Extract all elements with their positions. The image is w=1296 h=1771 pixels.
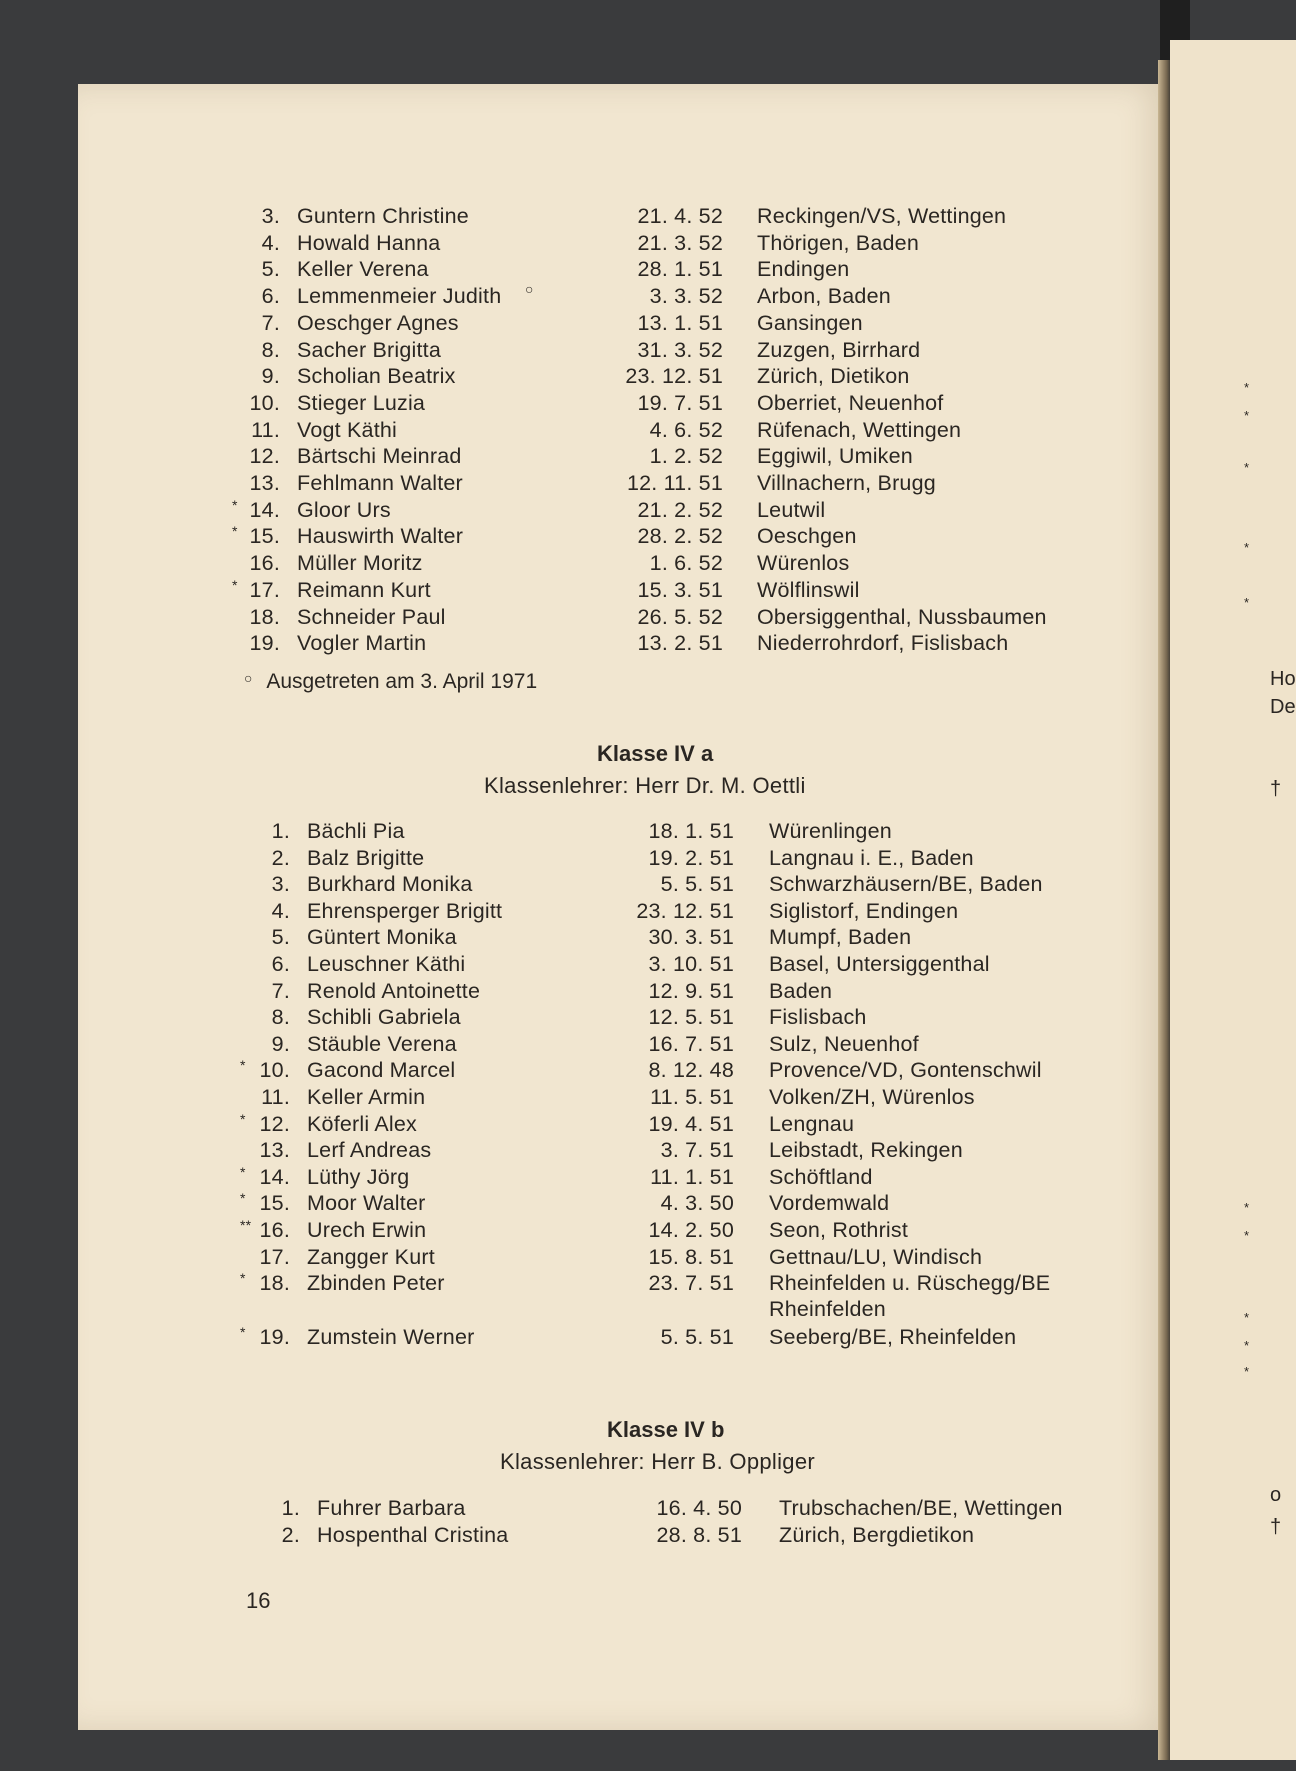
page-number: 16 — [246, 1588, 271, 1613]
student-name: Reimann Kurt — [297, 577, 431, 602]
table-row — [0, 1244, 1160, 1270]
place: Arbon, Baden — [757, 284, 891, 309]
row-number: 7. — [271, 978, 290, 1003]
student-name: Müller Moritz — [297, 551, 423, 576]
row-number: 3. — [271, 872, 290, 897]
edge-mark: * — [1244, 1200, 1250, 1215]
table-row — [0, 1004, 1160, 1030]
birth-date: 28. 8. 51 — [656, 1522, 742, 1547]
birth-date: 28. 1. 51 — [637, 257, 723, 282]
birth-date: 1. 2. 52 — [649, 444, 723, 469]
birth-date: 8. 12. 48 — [648, 1058, 734, 1083]
place: Vordemwald — [769, 1191, 890, 1216]
table-row — [0, 363, 1160, 389]
row-number: 16. — [259, 1218, 290, 1242]
student-name: Gloor Urs — [297, 497, 391, 522]
mark-symbol: * — [240, 1057, 246, 1074]
row-number: 19. — [249, 631, 280, 656]
row-number: 1. — [271, 819, 290, 843]
place: Provence/VD, Gontenschwil — [769, 1058, 1042, 1083]
mark-symbol: * — [240, 1163, 246, 1180]
edge-mark: * — [1244, 1364, 1250, 1379]
place: Trubschachen/BE, Wettingen — [779, 1496, 1063, 1520]
row-number: 5. — [271, 925, 290, 950]
birth-date: 21. 2. 52 — [637, 497, 723, 522]
table-row — [0, 417, 1160, 443]
edge-mark: * — [1244, 408, 1250, 423]
place: Wölflinswil — [757, 577, 860, 602]
birth-date: 12. 9. 51 — [648, 978, 734, 1003]
table-row — [0, 604, 1160, 630]
student-name: Hauswirth Walter — [297, 524, 464, 549]
place: Seeberg/BE, Rheinfelden — [769, 1325, 1017, 1349]
birth-date: 19. 4. 51 — [648, 1111, 734, 1136]
birth-date: 4. 6. 52 — [649, 417, 723, 442]
row-number: 3. — [261, 204, 280, 228]
place: Niederrohrdorf, Fislisbach — [757, 631, 1009, 656]
table-row — [0, 1164, 1160, 1190]
birth-date: 4. 3. 50 — [660, 1191, 734, 1216]
row-number: 12. — [259, 1111, 290, 1136]
place: Baden — [769, 978, 833, 1003]
place: Endingen — [757, 257, 850, 282]
row-number: 13. — [259, 1138, 290, 1163]
student-name: Keller Armin — [307, 1085, 426, 1109]
table-row — [0, 951, 1160, 977]
student-name: Oeschger Agnes — [297, 310, 459, 335]
place: Schwarzhäusern/BE, Baden — [769, 872, 1043, 897]
row-number: 14. — [249, 497, 280, 522]
row-number: 13. — [249, 471, 280, 495]
student-name: Schibli Gabriela — [307, 1005, 461, 1030]
birth-date: 13. 2. 51 — [637, 631, 723, 656]
birth-date: 12. 5. 51 — [648, 1005, 734, 1030]
place: Lengnau — [769, 1111, 855, 1136]
birth-date: 31. 3. 52 — [637, 337, 723, 362]
row-number: 15. — [259, 1191, 290, 1216]
place: Schöftland — [769, 1164, 873, 1189]
student-name: Zumstein Werner — [307, 1325, 475, 1349]
row-number: 16. — [249, 551, 280, 576]
birth-date: 15. 3. 51 — [637, 577, 723, 602]
student-name: Bächli Pia — [307, 819, 405, 843]
klasse-ivb-heading: Klasse IV b — [607, 1417, 725, 1442]
table-row — [0, 230, 1160, 256]
place: Würenlingen — [769, 819, 892, 843]
student-name: Scholian Beatrix — [297, 364, 456, 389]
student-name: Stäuble Verena — [307, 1031, 457, 1056]
student-name: Burkhard Monika — [307, 872, 473, 897]
row-number: 6. — [261, 284, 280, 309]
table-row — [0, 443, 1160, 469]
table-row — [0, 1324, 1160, 1350]
table-row — [0, 497, 1160, 523]
birth-date: 26. 5. 52 — [637, 604, 723, 629]
birth-date: 19. 2. 51 — [648, 845, 734, 870]
student-name: Stieger Luzia — [297, 390, 426, 415]
row-number: 17. — [259, 1244, 290, 1269]
table-row — [0, 630, 1160, 656]
table-row — [0, 1057, 1160, 1083]
birth-date: 30. 3. 51 — [648, 925, 734, 950]
student-name: Schneider Paul — [297, 604, 446, 629]
student-name: Vogler Martin — [297, 631, 427, 656]
edge-text: De — [1270, 696, 1296, 718]
student-name: Güntert Monika — [307, 925, 457, 950]
table-row — [0, 1084, 1160, 1110]
table-row — [0, 871, 1160, 897]
row-number: 15. — [249, 524, 280, 549]
student-name: Ehrensperger Brigitt — [307, 898, 503, 923]
place: Villnachern, Brugg — [757, 471, 936, 495]
place: Rüfenach, Wettingen — [757, 417, 962, 442]
student-name: Zbinden Peter — [307, 1271, 445, 1296]
place: Gansingen — [757, 310, 863, 335]
birth-date: 5. 5. 51 — [660, 1325, 734, 1349]
place-continued: Rheinfelden — [769, 1297, 886, 1322]
table-row — [0, 1270, 1160, 1322]
place: Oberriet, Neuenhof — [757, 390, 944, 415]
birth-date: 12. 11. 51 — [626, 471, 723, 495]
edge-mark: * — [1244, 460, 1250, 475]
birth-date: 23. 12. 51 — [636, 898, 734, 923]
table-row — [0, 470, 1160, 496]
place: Zürich, Dietikon — [757, 364, 910, 389]
place: Mumpf, Baden — [769, 925, 912, 950]
student-name: Fehlmann Walter — [297, 471, 463, 495]
table-row — [0, 310, 1160, 336]
table-row — [0, 1111, 1160, 1137]
place: Eggiwil, Umiken — [757, 444, 913, 469]
place: Zürich, Bergdietikon — [779, 1522, 975, 1547]
student-name: Howald Hanna — [297, 230, 441, 255]
klasse-iva-teacher: Klassenlehrer: Herr Dr. M. Oettli — [484, 773, 806, 798]
birth-date: 21. 3. 52 — [637, 230, 723, 255]
klasse-ivb-teacher: Klassenlehrer: Herr B. Oppliger — [500, 1449, 815, 1474]
row-number: 17. — [249, 577, 280, 602]
birth-date: 15. 8. 51 — [648, 1244, 734, 1269]
birth-date: 28. 2. 52 — [637, 524, 723, 549]
student-name: Renold Antoinette — [307, 978, 481, 1003]
birth-date: 14. 2. 50 — [648, 1218, 734, 1242]
table-row — [0, 1190, 1160, 1216]
edge-mark: * — [1244, 1310, 1250, 1325]
birth-date: 5. 5. 51 — [660, 872, 734, 897]
note — [244, 670, 537, 694]
place: Sulz, Neuenhof — [769, 1031, 919, 1056]
birth-date: 18. 1. 51 — [648, 819, 734, 843]
student-name: Gacond Marcel — [307, 1058, 456, 1083]
place: Seon, Rothrist — [769, 1218, 909, 1242]
table-row — [0, 1217, 1160, 1243]
row-number: 2. — [271, 845, 290, 870]
student-name: Lemmenmeier Judith — [297, 284, 502, 309]
row-number: 5. — [261, 257, 280, 282]
student-name: Bärtschi Meinrad — [297, 444, 462, 469]
student-name: Zangger Kurt — [307, 1244, 435, 1269]
row-number: 10. — [259, 1058, 290, 1083]
table-row — [0, 523, 1160, 549]
table-row — [0, 1137, 1160, 1163]
place: Langnau i. E., Baden — [769, 845, 974, 870]
birth-date: 11. 5. 51 — [650, 1085, 734, 1109]
birth-date: 3. 3. 52 — [649, 284, 723, 309]
row-number: 9. — [261, 364, 280, 389]
birth-date: 3. 10. 51 — [648, 952, 734, 976]
place: Rheinfelden u. Rüschegg/BE — [769, 1271, 1051, 1296]
mark-symbol: * — [232, 576, 238, 593]
student-name: Hospenthal Cristina — [317, 1522, 509, 1547]
row-number: 1. — [281, 1496, 300, 1520]
student-name: Urech Erwin — [307, 1218, 427, 1242]
edge-mark: * — [1244, 595, 1250, 610]
row-number: 8. — [271, 1005, 290, 1030]
row-number: 4. — [261, 230, 280, 255]
edge-mark: * — [1244, 380, 1250, 395]
edge-mark: * — [1244, 540, 1250, 555]
table-row — [0, 390, 1160, 416]
table-row — [0, 898, 1160, 924]
table-row — [0, 845, 1160, 871]
student-name: Fuhrer Barbara — [317, 1496, 466, 1520]
table-row — [0, 577, 1160, 603]
place: Zuzgen, Birrhard — [757, 337, 921, 362]
table-row — [0, 203, 1160, 229]
table-row — [0, 550, 1160, 576]
birth-date: 21. 4. 52 — [637, 204, 723, 228]
note-marker: ○ — [525, 281, 534, 298]
birth-date: 16. 4. 50 — [656, 1496, 742, 1520]
place: Volken/ZH, Würenlos — [769, 1085, 975, 1109]
birth-date: 3. 7. 51 — [660, 1138, 734, 1163]
mark-symbol: ** — [240, 1217, 252, 1233]
table-row — [0, 818, 1160, 844]
edge-text: † — [1270, 1516, 1282, 1538]
birth-date: 13. 1. 51 — [637, 310, 723, 335]
row-number: 19. — [259, 1325, 290, 1349]
note-text: Ausgetreten am 3. April 1971 — [266, 670, 538, 693]
table-row — [0, 924, 1160, 950]
place: Fislisbach — [769, 1005, 867, 1030]
place: Oeschgen — [757, 524, 857, 549]
birth-date: 1. 6. 52 — [649, 551, 723, 576]
row-number: 6. — [271, 952, 290, 976]
mark-symbol: * — [240, 1270, 246, 1287]
row-number: 11. — [251, 417, 280, 442]
row-number: 11. — [261, 1085, 290, 1109]
table-row — [0, 978, 1160, 1004]
row-number: 10. — [249, 390, 280, 415]
place: Leibstadt, Rekingen — [769, 1138, 963, 1163]
edge-text: o — [1270, 1484, 1282, 1506]
row-number: 7. — [261, 310, 280, 335]
student-name: Köferli Alex — [307, 1111, 417, 1136]
table-row — [0, 1495, 1160, 1521]
student-name: Balz Brigitte — [307, 845, 425, 870]
student-name: Leuschner Käthi — [307, 952, 466, 976]
place: Siglistorf, Endingen — [769, 898, 959, 923]
student-name: Vogt Käthi — [297, 417, 398, 442]
table-row — [0, 1031, 1160, 1057]
row-number: 2. — [281, 1522, 300, 1547]
row-number: 9. — [271, 1031, 290, 1056]
klasse-iva-heading: Klasse IV a — [597, 741, 714, 766]
student-name: Keller Verena — [297, 257, 429, 282]
table-row — [0, 337, 1160, 363]
birth-date: 23. 12. 51 — [625, 364, 723, 389]
row-number: 18. — [259, 1271, 290, 1296]
row-number: 18. — [249, 604, 280, 629]
birth-date: 16. 7. 51 — [648, 1031, 734, 1056]
student-name: Lüthy Jörg — [307, 1164, 410, 1189]
student-name: Guntern Christine — [297, 204, 469, 228]
place: Gettnau/LU, Windisch — [769, 1244, 983, 1269]
student-name: Moor Walter — [307, 1191, 426, 1216]
mark-symbol: * — [232, 496, 238, 513]
mark-symbol: * — [240, 1324, 246, 1340]
row-number: 4. — [271, 898, 290, 923]
table-row — [0, 283, 1160, 309]
note-symbol: ○ — [244, 670, 253, 686]
place: Basel, Untersiggenthal — [769, 952, 990, 976]
table-row — [0, 256, 1160, 282]
row-number: 12. — [249, 444, 280, 469]
student-name: Sacher Brigitta — [297, 337, 442, 362]
mark-symbol: * — [240, 1190, 246, 1207]
place: Leutwil — [757, 497, 826, 522]
birth-date: 23. 7. 51 — [648, 1271, 734, 1296]
place: Obersiggenthal, Nussbaumen — [757, 604, 1047, 629]
row-number: 14. — [259, 1164, 290, 1189]
edge-mark: * — [1244, 1338, 1250, 1353]
table-row — [0, 1522, 1160, 1548]
mark-symbol: * — [240, 1110, 246, 1127]
edge-text: † — [1270, 778, 1282, 800]
place: Thörigen, Baden — [757, 230, 919, 255]
place: Reckingen/VS, Wettingen — [757, 204, 1007, 228]
birth-date: 19. 7. 51 — [637, 390, 723, 415]
edge-mark: * — [1244, 1228, 1250, 1243]
birth-date: 11. 1. 51 — [650, 1164, 734, 1189]
mark-symbol: * — [232, 523, 238, 540]
student-name: Lerf Andreas — [307, 1138, 432, 1163]
place: Würenlos — [757, 551, 850, 576]
row-number: 8. — [261, 337, 280, 362]
edge-text: Ho — [1270, 668, 1296, 690]
